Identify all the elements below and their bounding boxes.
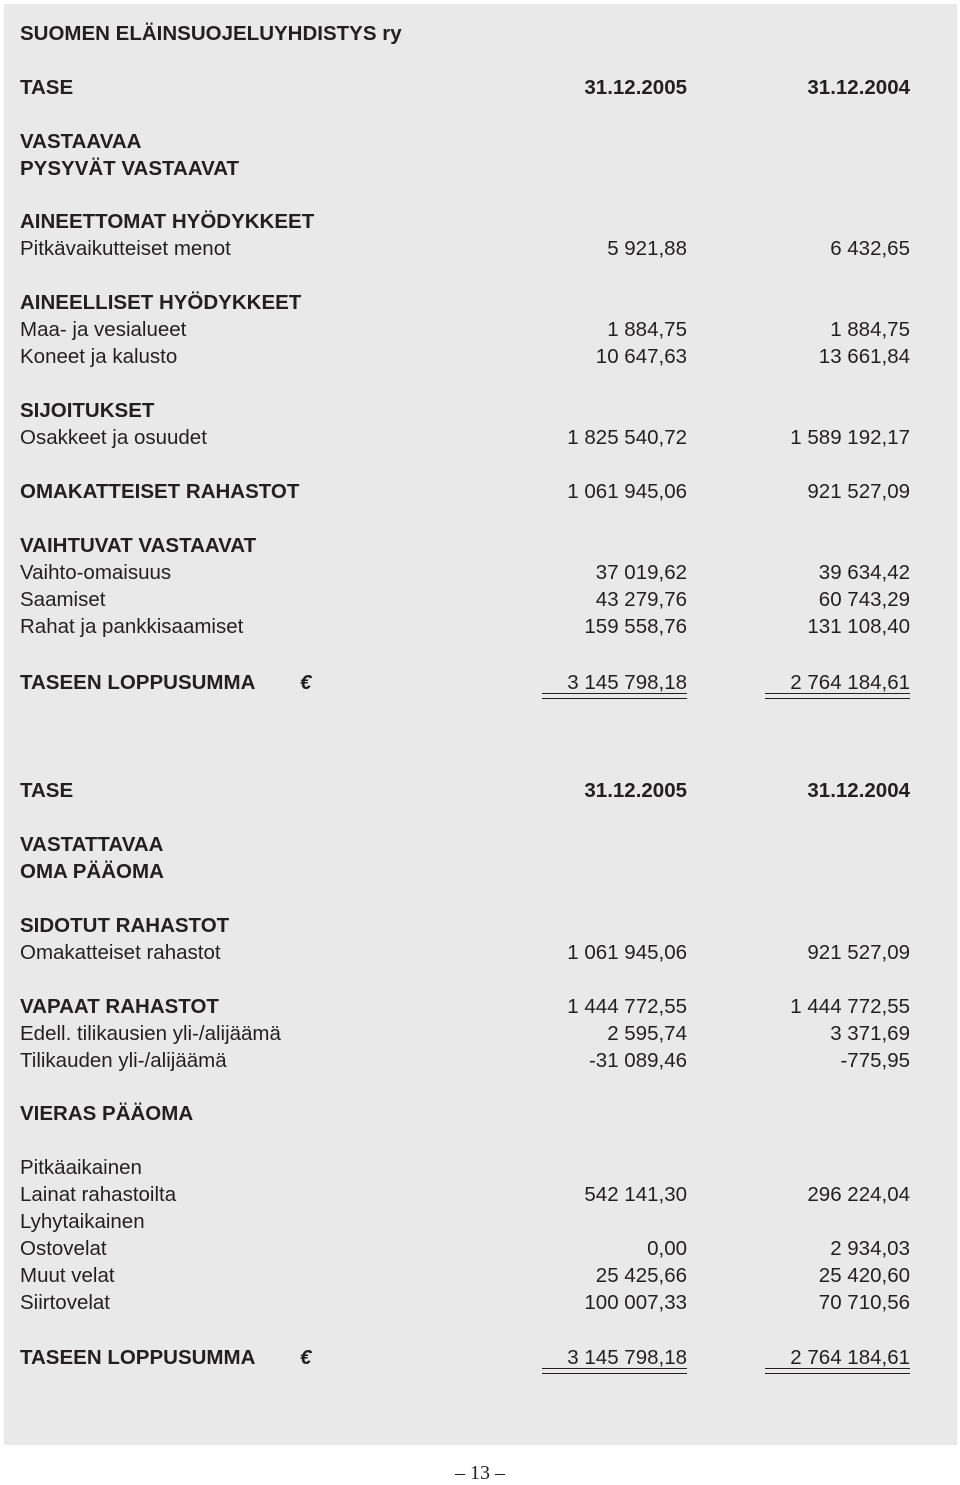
section-sijoitukset — [20, 397, 910, 424]
row-value-2005: 1 825 540,72 — [567, 426, 687, 449]
section-vaihtuvat-label: VAIHTUVAT VASTAAVAT — [20, 534, 257, 557]
liabilities-header-col2: 31.12.2004 — [807, 779, 910, 802]
row-value-2004: 921 527,09 — [807, 941, 910, 964]
row-value-2005: 1 444 772,55 — [567, 995, 687, 1018]
organization-title — [20, 20, 910, 47]
row-value-2005: 43 279,76 — [595, 588, 687, 611]
section-vastaavaa-label: VASTAAVAA — [20, 130, 142, 153]
assets-header-col2: 31.12.2004 — [807, 76, 910, 99]
section-pysyvat-label: PYSYVÄT VASTAAVAT — [20, 157, 240, 180]
row-value-2004: 70 710,56 — [818, 1291, 910, 1314]
total-value-2004: 2 764 184,61 — [790, 1346, 910, 1369]
assets-total-row — [20, 669, 910, 696]
section-vastattavaa-label: VASTATTAVAA — [20, 833, 164, 856]
liabilities-total-row — [20, 1344, 910, 1371]
row-value-2005: 1 061 945,06 — [567, 480, 687, 503]
row-value-2005: 159 558,76 — [584, 615, 687, 638]
row-value-2005: 0,00 — [647, 1237, 687, 1260]
row-value-2005: 37 019,62 — [595, 561, 687, 584]
row-value-2004: 25 420,60 — [818, 1264, 910, 1287]
row-siirtovelat — [20, 1289, 910, 1316]
section-vastaavaa — [20, 128, 910, 155]
row-value-2005: 2 595,74 — [607, 1022, 687, 1045]
row-omakatteiset-rahastot — [20, 939, 910, 966]
row-edell — [20, 1020, 910, 1047]
row-osakkeet — [20, 424, 910, 451]
section-vaihtuvat — [20, 532, 910, 559]
row-value-2004: 60 743,29 — [818, 588, 910, 611]
row-label: Pitkävaikutteiset menot — [20, 237, 231, 260]
row-label: Osakkeet ja osuudet — [20, 426, 207, 449]
euro-symbol: € — [300, 671, 312, 694]
section-aineettomat-label: AINEETTOMAT HYÖDYKKEET — [20, 210, 315, 233]
row-label: Vaihto-omaisuus — [20, 561, 172, 584]
row-label: Rahat ja pankkisaamiset — [20, 615, 244, 638]
row-rahat — [20, 613, 910, 640]
total-label: TASEEN LOPPUSUMMA — [20, 1346, 256, 1369]
total-value-2005: 3 145 798,18 — [567, 1346, 687, 1369]
row-label: Muut velat — [20, 1264, 115, 1287]
row-label: Maa- ja vesialueet — [20, 318, 187, 341]
row-vaihto — [20, 559, 910, 586]
row-label: Lainat rahastoilta — [20, 1183, 177, 1206]
row-value-2005: -31 089,46 — [588, 1049, 687, 1072]
row-value-2004: 296 224,04 — [807, 1183, 910, 1206]
organization-name: SUOMEN ELÄINSUOJELUYHDISTYS ry — [20, 22, 402, 45]
section-vastattavaa — [20, 831, 910, 858]
section-oma-paaoma — [20, 858, 910, 885]
row-value-2004: 1 444 772,55 — [790, 995, 910, 1018]
assets-header — [20, 74, 910, 101]
row-lyhytaikainen — [20, 1208, 910, 1235]
row-muut — [20, 1262, 910, 1289]
section-sidotut-label: SIDOTUT RAHASTOT — [20, 914, 230, 937]
row-vapaat — [20, 993, 910, 1020]
row-maa — [20, 316, 910, 343]
double-underline — [765, 1368, 910, 1374]
row-lainat — [20, 1181, 910, 1208]
row-label: Omakatteiset rahastot — [20, 941, 221, 964]
row-label: Tilikauden yli-/alijäämä — [20, 1049, 227, 1072]
liabilities-header — [20, 777, 910, 804]
row-label: Lyhytaikainen — [20, 1210, 145, 1233]
section-oma-paaoma-label: OMA PÄÄOMA — [20, 860, 164, 883]
row-value-2004: 131 108,40 — [807, 615, 910, 638]
row-label: Siirtovelat — [20, 1291, 111, 1314]
section-sijoitukset-label: SIJOITUKSET — [20, 399, 155, 422]
total-value-2005: 3 145 798,18 — [567, 671, 687, 694]
row-value-2005: 1 884,75 — [607, 318, 687, 341]
row-pitkavaikutteiset — [20, 235, 910, 262]
double-underline — [542, 1368, 687, 1374]
row-label: Saamiset — [20, 588, 106, 611]
row-value-2005: 542 141,30 — [584, 1183, 687, 1206]
row-value-2005: 5 921,88 — [607, 237, 687, 260]
row-label: OMAKATTEISET RAHASTOT — [20, 480, 300, 503]
section-aineelliset — [20, 289, 910, 316]
row-omakatteiset-assets — [20, 478, 910, 505]
row-label: VAPAAT RAHASTOT — [20, 995, 219, 1018]
row-label: Pitkäaikainen — [20, 1156, 142, 1179]
section-pysyvat — [20, 155, 910, 182]
row-value-2005: 25 425,66 — [595, 1264, 687, 1287]
row-value-2005: 1 061 945,06 — [567, 941, 687, 964]
assets-header-label: TASE — [20, 76, 74, 99]
row-ostovelat — [20, 1235, 910, 1262]
row-value-2004: 1 589 192,17 — [790, 426, 910, 449]
total-label: TASEEN LOPPUSUMMA — [20, 671, 256, 694]
row-label: Ostovelat — [20, 1237, 107, 1260]
euro-symbol: € — [300, 1346, 312, 1369]
liabilities-header-label: TASE — [20, 779, 74, 802]
row-value-2004: 6 432,65 — [830, 237, 910, 260]
section-aineelliset-label: AINEELLISET HYÖDYKKEET — [20, 291, 302, 314]
section-sidotut — [20, 912, 910, 939]
page-number: – 13 – — [455, 1462, 505, 1484]
row-label: Edell. tilikausien yli-/alijäämä — [20, 1022, 281, 1045]
row-label: Koneet ja kalusto — [20, 345, 178, 368]
row-tilikauden — [20, 1047, 910, 1074]
liabilities-header-col1: 31.12.2005 — [584, 779, 687, 802]
row-value-2004: 3 371,69 — [830, 1022, 910, 1045]
row-value-2004: 2 934,03 — [830, 1237, 910, 1260]
row-value-2004: 1 884,75 — [830, 318, 910, 341]
row-value-2004: 13 661,84 — [818, 345, 910, 368]
double-underline — [765, 693, 910, 699]
row-value-2004: 921 527,09 — [807, 480, 910, 503]
row-koneet — [20, 343, 910, 370]
assets-header-col1: 31.12.2005 — [584, 76, 687, 99]
section-aineettomat — [20, 208, 910, 235]
section-vieras — [20, 1100, 910, 1127]
total-value-2004: 2 764 184,61 — [790, 671, 910, 694]
row-value-2005: 100 007,33 — [584, 1291, 687, 1314]
row-value-2005: 10 647,63 — [595, 345, 687, 368]
row-saamiset — [20, 586, 910, 613]
row-pitkaaikainen — [20, 1154, 910, 1181]
row-value-2004: 39 634,42 — [818, 561, 910, 584]
double-underline — [542, 693, 687, 699]
row-value-2004: -775,95 — [840, 1049, 910, 1072]
section-vieras-label: VIERAS PÄÄOMA — [20, 1102, 194, 1125]
